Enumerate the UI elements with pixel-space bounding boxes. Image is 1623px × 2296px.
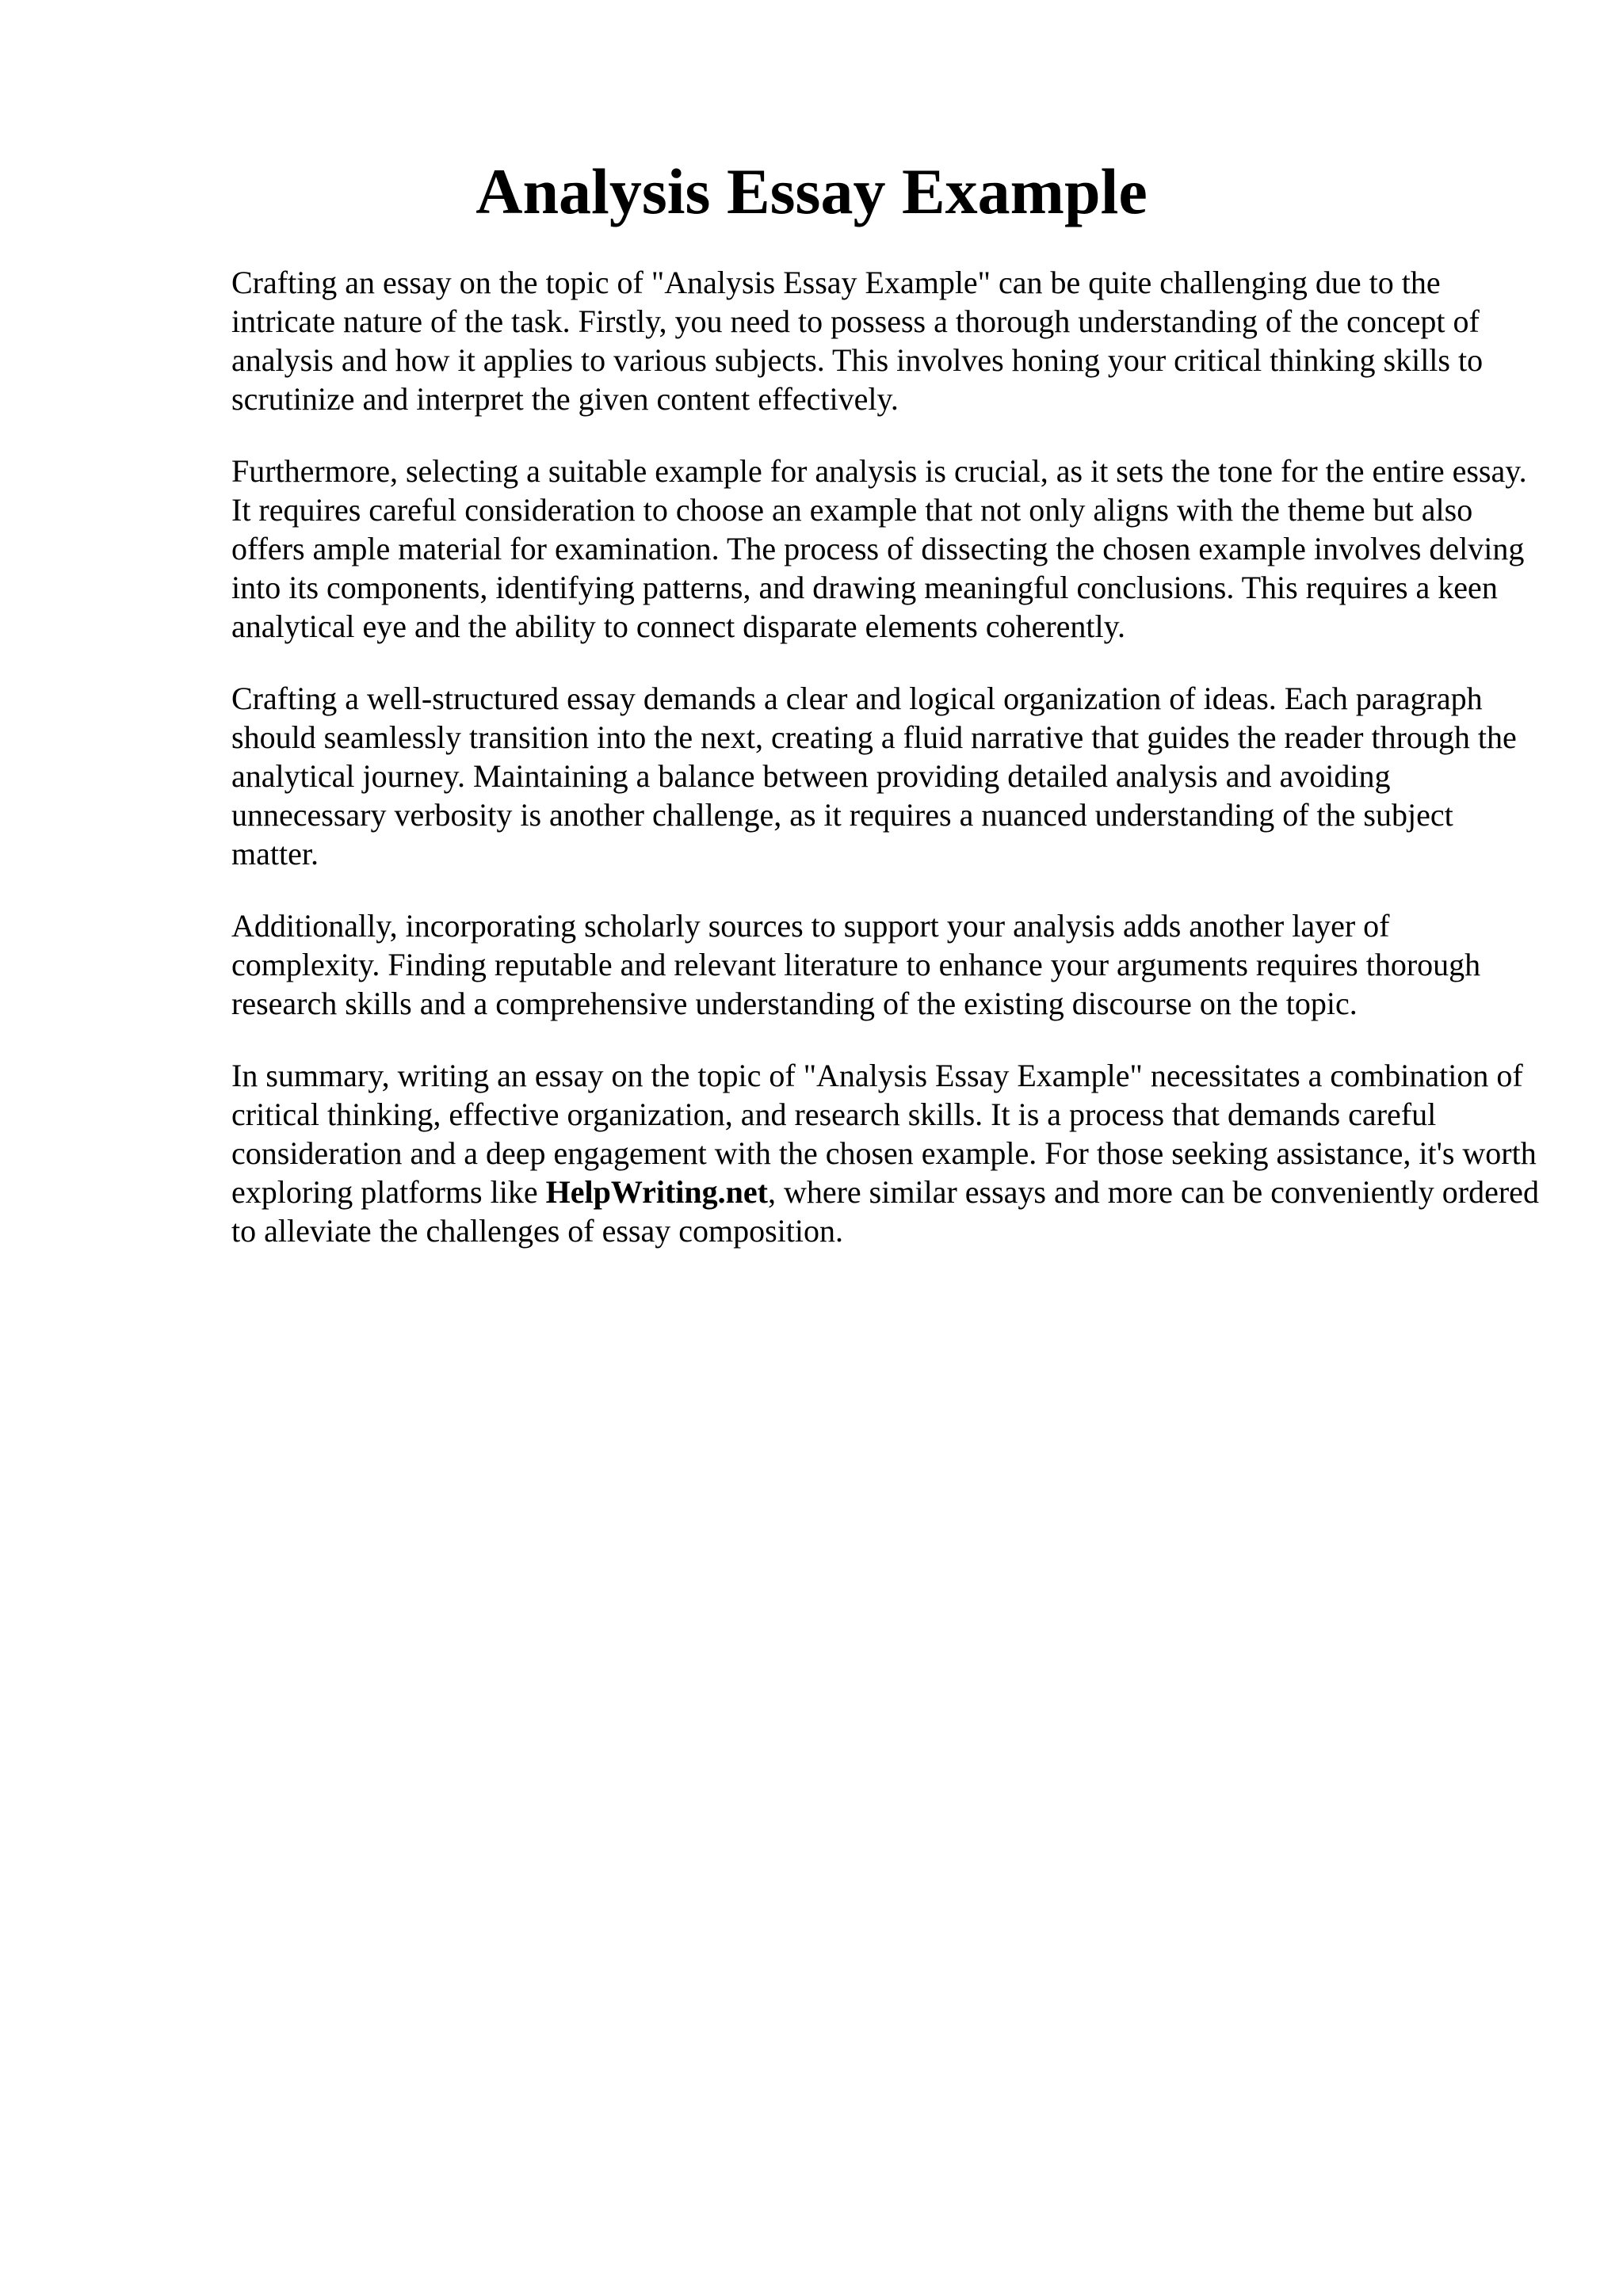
paragraph-1: Crafting an essay on the topic of "Analysis Essay Example" can be quite challenging due to the intricate nature of the task. Firstly, you need to possess a thorough understanding of the concept of analysis and how it applies to various subjects. This involves honing your critical thinking skills to scrutinize and interpret the given content effectively. <box>231 265 1484 417</box>
paragraph-5 <box>231 1056 1539 1250</box>
helpwriting-link[interactable]: HelpWriting.net <box>545 1174 768 1210</box>
paragraph-5-text-after: , where similar essays and more can be conveniently ordered to alleviate the challenges of essay composition. <box>231 1174 1539 1249</box>
paragraph-2: Furthermore, selecting a suitable example for analysis is crucial, as it sets the tone for the entire essay. It requires careful consideration to choose an example that not only aligns with the theme but also offers ample material for examination. The process of dissecting the chosen example involves delving into its components, identifying patterns, and drawing meaningful conclusions. This requires a keen analytical eye and the ability to connect disparate elements coherently. <box>231 453 1527 644</box>
paragraph-3: Crafting a well-structured essay demands a clear and logical organization of ideas. Each paragraph should seamlessly transition into the next, creating a fluid narrative that guides the reader through the analytical journey. Maintaining a balance between providing detailed analysis and avoiding unnecessary verbosity is another challenge, as it requires a nuanced understanding of the subject matter. <box>231 681 1517 871</box>
paragraph-4: Additionally, incorporating scholarly sources to support your analysis adds another layer of complexity. Finding reputable and relevant literature to enhance your arguments requires thorough research skills and a comprehensive understanding of the existing discourse on the topic. <box>231 908 1481 1021</box>
document-body <box>231 263 1539 1283</box>
paragraph-5-text-before: In summary, writing an essay on the topic of "Analysis Essay Example" necessitates a combination of critical thinking, effective organization, and research skills. It is a process that demands careful consideration and a deep engagement with the chosen example. For those seeking assistance, it's worth exploring platforms like <box>231 1058 1537 1210</box>
document-title: Analysis Essay Example <box>475 155 1148 227</box>
